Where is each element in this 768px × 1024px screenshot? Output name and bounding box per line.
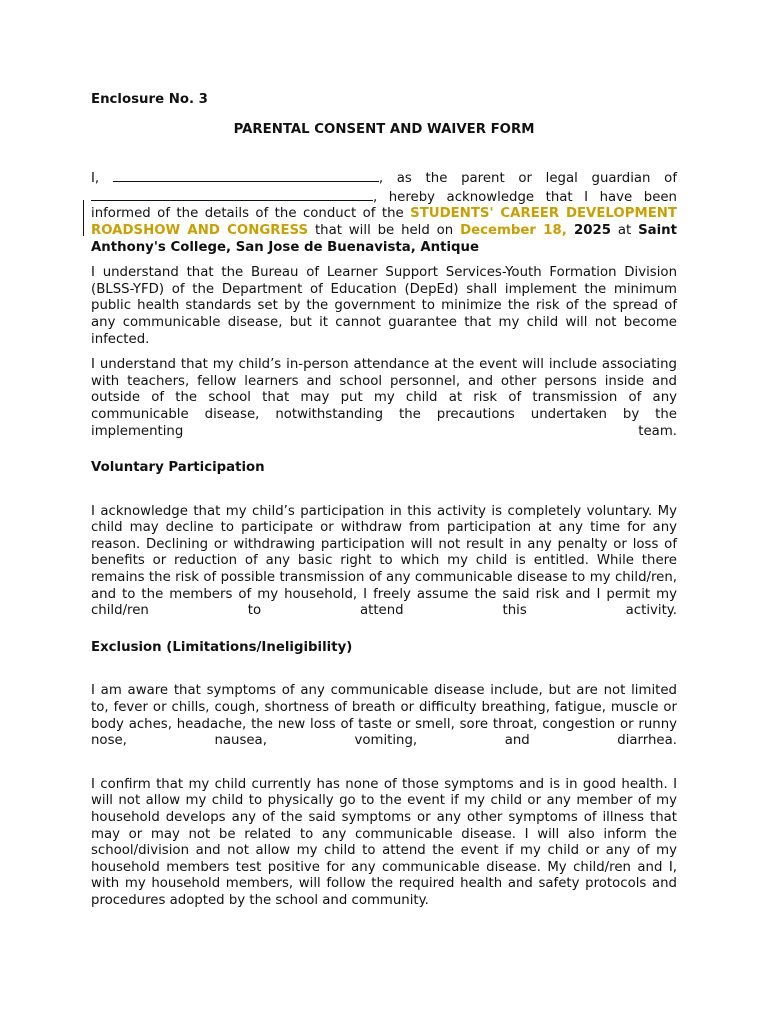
intro-text-1: I, <box>91 171 113 187</box>
blss-paragraph: I understand that the Bureau of Learner Support Services-Youth Formation Division (BLSS-YFD) of the Department of Education (DepEd) shall implement the minimum public health standards set by the government to minimize the risk of the spread of any communicable disease, but it cannot guarantee that my child will not become infected. <box>91 265 677 347</box>
intro-text-5: at <box>611 222 639 238</box>
exclusion-heading: Exclusion (Limitations/Ineligibility) <box>91 639 353 655</box>
intro-text-4: that will be held on <box>308 222 461 238</box>
revision-change-bar <box>83 200 84 236</box>
voluntary-participation-heading: Voluntary Participation <box>91 460 265 476</box>
voluntary-paragraph: I acknowledge that my child’s participation in this activity is completely voluntary. My child may decline to participate or withdraw from participation at any time for any reason. Declining or withdrawing participation will not result in any penalty or loss of benefits or reduction of any basic right to which my child is entitled. While there remains the risk of possible transmission of any communicable disease to my child/ren, and to the members of my household, I freely assume the said risk and I permit my child/ren to attend this activity. <box>91 503 677 619</box>
event-year: 2025 <box>566 222 612 238</box>
event-date: December 18, <box>460 222 567 238</box>
intro-text-2: , as the parent or legal guardian of <box>378 171 677 187</box>
form-title: PARENTAL CONSENT AND WAIVER FORM <box>233 121 535 137</box>
event-name: STUDENTS' CAREER DEVELOPMENT ROADSHOW AND CONGRESS <box>91 206 677 238</box>
confirm-paragraph: I confirm that my child currently has none of those symptoms and is in good health. I will not allow my child to physically go to the event if my child or any member of my household develops any of the said symptoms or any other symptoms of illness that may or may not be related to any communicable disease. I will also inform the school/division and not allow my child to attend the event if my child or any of my household members test positive for any communicable disease. My child/ren and I, with my household members, will follow the required health and safety protocols and procedures adopted by the school and community. <box>91 776 677 908</box>
parent-name-blank[interactable] <box>113 169 379 182</box>
symptoms-paragraph: I am aware that symptoms of any communicable disease include, but are not limited to, fever or chills, cough, shortness of breath or difficulty breathing, fatigue, muscle or body aches, headache, the new loss of taste or smell, sore throat, congestion or runny nose, nausea, vomiting, and diarrhea. <box>91 683 677 749</box>
event-venue: Saint Anthony's College, San Jose de Buenavista, Antique <box>91 222 678 255</box>
intro-paragraph <box>91 169 677 256</box>
enclosure-label: Enclosure No. 3 <box>91 92 208 107</box>
child-name-blank[interactable] <box>91 188 373 201</box>
intro-text-3: , hereby acknowledge that I have been informed of the details of the conduct of the <box>91 189 677 222</box>
attendance-paragraph: I understand that my child’s in-person attendance at the event will include associating with teachers, fellow learners and school personnel, and other persons inside and outside of the school that may put my child at risk of transmission of any communicable disease, notwithstanding the precautions undertaken by the implementing team. <box>91 357 677 439</box>
